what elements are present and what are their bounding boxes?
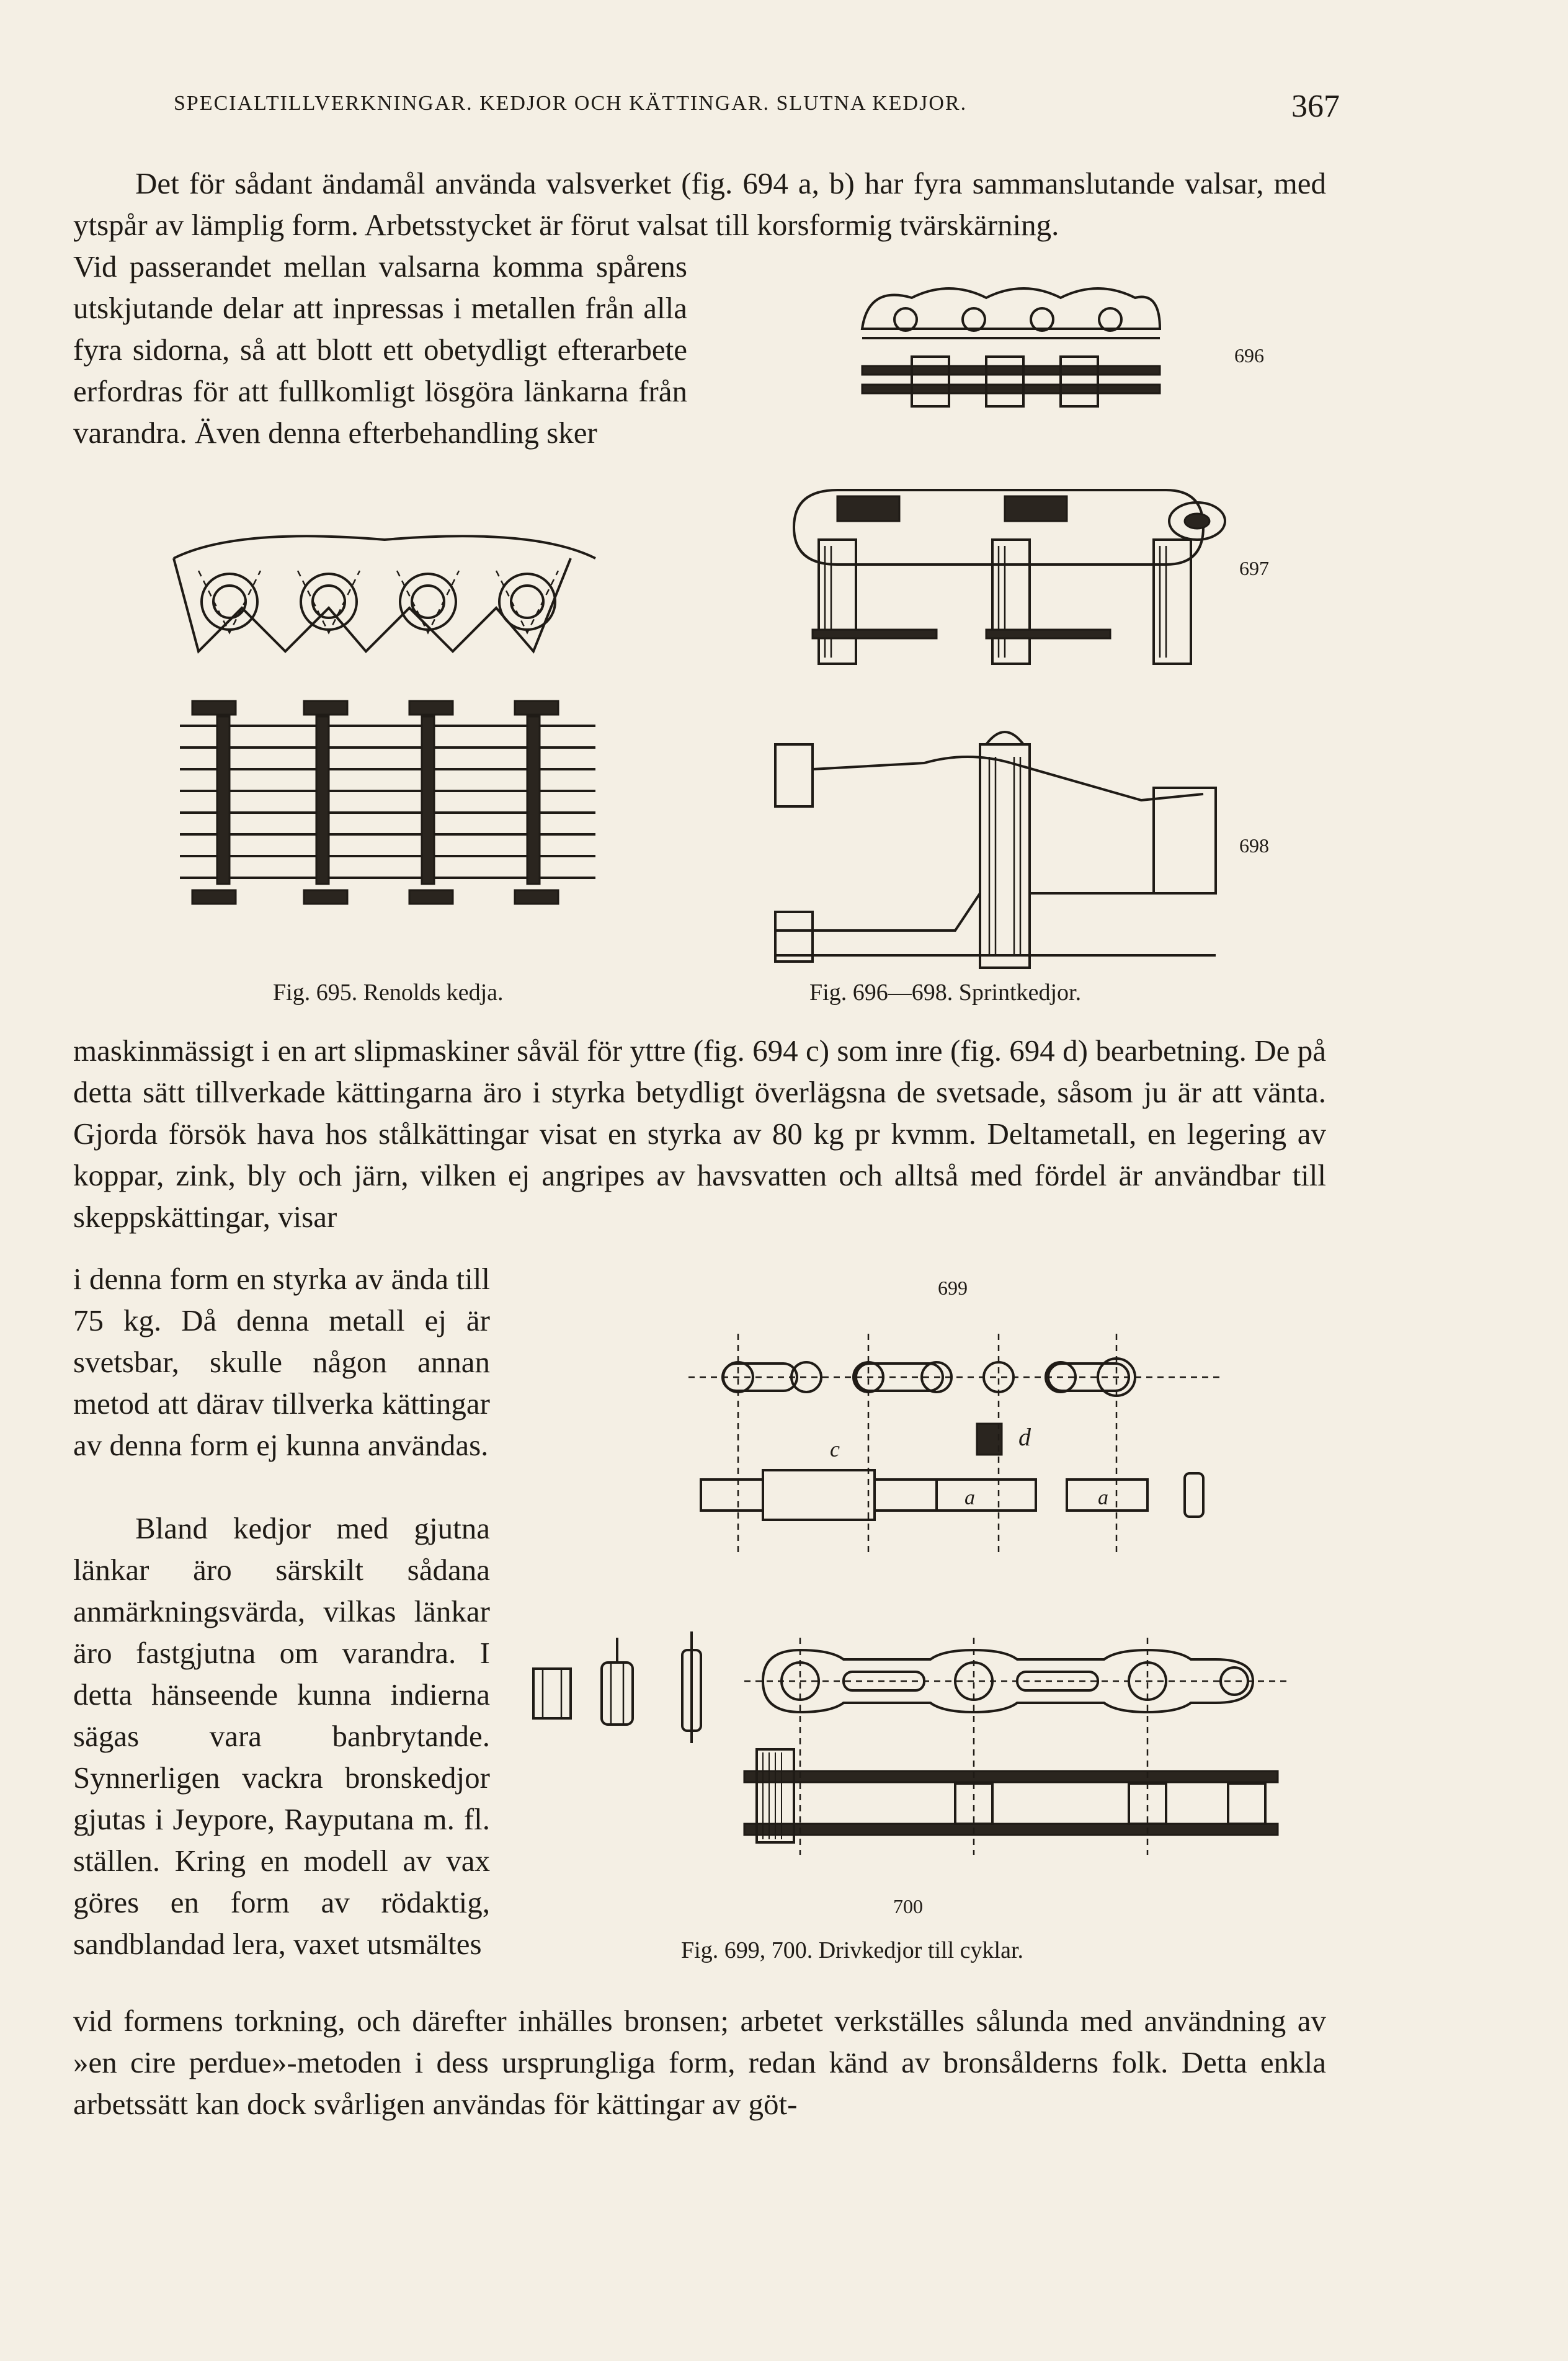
running-header <box>174 89 1340 124</box>
figure-697-pin-chain <box>769 471 1241 670</box>
running-title: SPECIALTILLVERKNINGAR. KEDJOR OCH KÄTTINGAR. SLUTNA KEDJOR. <box>174 92 968 115</box>
paragraph-1-continued: Vid passerandet mellan valsarna komma spårens utskjutande delar att inpressas i metallen från alla fyra sidorna, så att blott ett obetydligt efterarbete erfordras för att fullkomligt lösgöra länkarna från varandra. Även denna efterbehandling sker <box>73 249 687 450</box>
paragraph-3-narrow <box>73 1507 490 1965</box>
figure-698-label: 698 <box>1239 834 1269 857</box>
figure-696-sprocket-chain <box>850 273 1172 416</box>
figure-696-label: 696 <box>1234 344 1264 367</box>
figure-700-label: 700 <box>893 1895 923 1917</box>
figure-699-letter-a-left: a <box>964 1486 975 1509</box>
figure-700-chain-parts <box>527 1625 732 1749</box>
paragraph-1-narrow <box>73 246 687 453</box>
figure-699-letter-a-right: a <box>1098 1486 1108 1509</box>
paragraph-2-narrow <box>73 1258 490 1466</box>
figure-695-renolds-chain <box>161 533 608 968</box>
paragraph-1-text: Det för sådant ändamål använda valsverket (fig. 694 a, b) har fyra sammanslutande valsar, med ytspår av lämplig form. Arbetsstycket är förut valsat till korsformig tvärskärning. <box>73 166 1326 242</box>
paragraph-2-text: maskinmässigt i en art slipmaskiner såväl för yttre (fig. 694 c) som inre (fig. 694 d) bearbetning. De på detta sätt tillverkade kättingarna äro i styrka betydligt överlägsna de svetsade, såsom ju är att vänta. Gjorda försök hava hos stålkättingar visat en styrka av 80 kg pr kvmm. Deltametall, en legering av koppar, zink, bly och järn, vilken ej angripes av havsvatten och alltså med fördel är användbar till skeppskättingar, visar <box>73 1033 1326 1234</box>
paragraph-3-continued: vid formens torkning, och därefter inhälles bronsen; arbetet verkställes sålunda med användning av »en cire perdue»-metoden i dess ursprungliga form, redan känd av bronsålderns folk. Detta enkla arbetssätt kan dock svårligen användas för kättingar av göt- <box>73 2004 1326 2121</box>
figure-697-label: 697 <box>1239 557 1269 579</box>
figure-695-caption: Fig. 695. Renolds kedja. <box>273 980 504 1006</box>
figure-698-sprint-link <box>769 707 1228 980</box>
figure-699-bicycle-chain <box>682 1309 1228 1569</box>
paragraph-2-continued: i denna form en styrka av ända till 75 kg. Då denna metall ej är svetsbar, skulle någon annan metod att därav tillverka kättingar av denna form ej kunna användas. <box>73 1262 490 1462</box>
paragraph-3-text: Bland kedjor med gjutna länkar äro särskilt sådana anmärkningsvärda, vilkas länkar äro fastgjutna om varandra. I detta hänseende kunna indierna sägas vara banbrytande. Synnerligen vackra bronskedjor gjutas i Jeypore, Rayputana m. fl. ställen. Kring en modell av vax göres en form av rödaktig, sandblandad lera, vaxet utsmältes <box>73 1511 490 1961</box>
figure-699-letter-c: c <box>830 1437 840 1462</box>
figure-699-700-caption: Fig. 699, 700. Drivkedjor till cyklar. <box>681 1937 1024 1963</box>
paragraph-2-full <box>73 1030 1326 1238</box>
figure-699-label: 699 <box>938 1277 968 1299</box>
figure-696-698-caption: Fig. 696—698. Sprintkedjor. <box>809 980 1082 1006</box>
page-number: 367 <box>1291 89 1340 124</box>
figure-700-bicycle-chain <box>744 1638 1290 1861</box>
paragraph-3-full <box>73 2000 1326 2125</box>
figure-699-letter-d: d <box>1018 1423 1031 1451</box>
paragraph-1-full <box>73 163 1326 246</box>
